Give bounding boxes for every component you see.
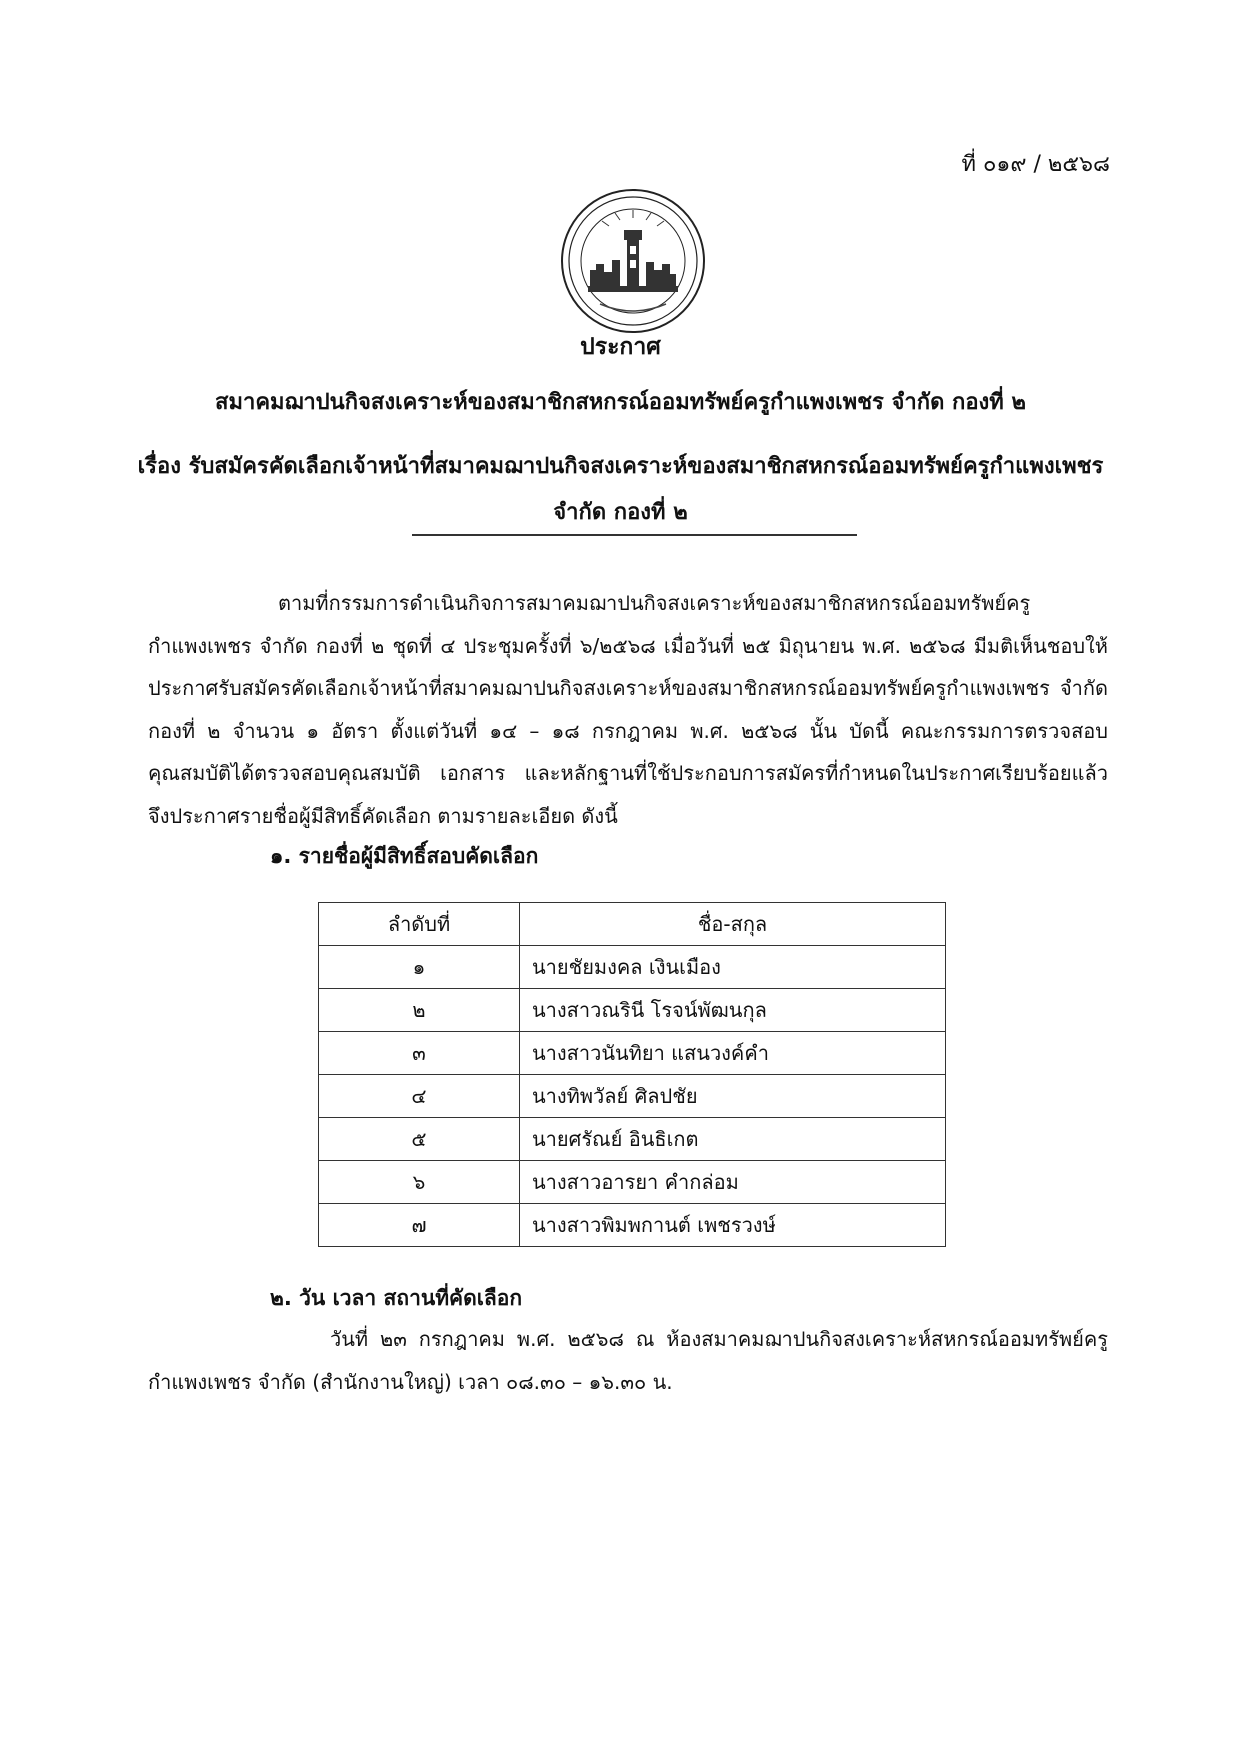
row-order: ๑	[319, 946, 520, 989]
section-2-paragraph	[148, 1318, 1108, 1403]
table-row	[319, 1204, 946, 1247]
subject-line-1: เรื่อง รับสมัครคัดเลือกเจ้าหน้าที่สมาคมฌาปนกิจสงเคราะห์ของสมาชิกสหกรณ์ออมทรัพย์ครูกำแพงเพชร	[137, 454, 1104, 479]
row-name: นางทิพวัลย์ ศิลปชัย	[520, 1075, 946, 1118]
table-row	[319, 1161, 946, 1204]
subject-heading	[130, 444, 1111, 536]
document-number: ที่ ๐๑๙ / ๒๕๖๘	[961, 152, 1110, 177]
table-header-row	[319, 903, 946, 946]
row-name: นางสาวพิมพกานต์ เพชรวงษ์	[520, 1204, 946, 1247]
row-order: ๔	[319, 1075, 520, 1118]
row-order: ๗	[319, 1204, 520, 1247]
organization-heading: สมาคมฌาปนกิจสงเคราะห์ของสมาชิกสหกรณ์ออมทรัพย์ครูกำแพงเพชร จำกัด กองที่ ๒	[215, 390, 1026, 415]
body-text: ตามที่กรรมการดำเนินกิจการสมาคมฌาปนกิจสงเคราะห์ของสมาชิกสหกรณ์ออมทรัพย์ครูกำแพงเพชร จำกัด กองที่ ๒ ชุดที่ ๔ ประชุมครั้งที่ ๖/๒๕๖๘ เมื่อวันที่ ๒๕ มิถุนายน พ.ศ. ๒๕๖๘ มีมติเห็นชอบให้ประกาศรับสมัครคัดเลือกเจ้าหน้าที่สมาคมฌาปนกิจสงเคราะห์ของสมาชิกสหกรณ์ออมทรัพย์ครูกำแพงเพชร จำกัด กองที่ ๒ จำนวน ๑ อัตรา ตั้งแต่วันที่ ๑๔ – ๑๘ กรกฎาคม พ.ศ. ๒๕๖๘ นั้น บัดนี้ คณะกรรมการตรวจสอบคุณสมบัติได้ตรวจสอบคุณสมบัติ เอกสาร และหลักฐานที่ใช้ประกอบการสมัครที่กำหนดในประกาศเรียบร้อยแล้ว จึงประกาศรายชื่อผู้มีสิทธิ์คัดเลือก ตามรายละเอียด ดังนี้	[148, 591, 1108, 828]
row-order: ๖	[319, 1161, 520, 1204]
table-row	[319, 989, 946, 1032]
row-name: นางสาวอารยา คำกล่อม	[520, 1161, 946, 1204]
row-order: ๓	[319, 1032, 520, 1075]
table-row	[319, 1118, 946, 1161]
candidates-table	[318, 902, 946, 1247]
section-1-heading: ๑. รายชื่อผู้มีสิทธิ์สอบคัดเลือก	[270, 844, 539, 868]
row-order: ๕	[319, 1118, 520, 1161]
subject-line-2: จำกัด กองที่ ๒	[553, 500, 688, 525]
table-row	[319, 1075, 946, 1118]
association-seal-logo	[560, 188, 706, 334]
table-row	[319, 1032, 946, 1075]
section-2-text: วันที่ ๒๓ กรกฎาคม พ.ศ. ๒๕๖๘ ณ ห้องสมาคมฌาปนกิจสงเคราะห์สหกรณ์ออมทรัพย์ครูกำแพงเพชร จำกัด (สำนักงานใหญ่) เวลา ๐๘.๓๐ – ๑๖.๓๐ น.	[148, 1327, 1108, 1394]
table-row	[319, 946, 946, 989]
separator-line	[412, 534, 857, 536]
row-name: นางสาวนันทิยา แสนวงค์คำ	[520, 1032, 946, 1075]
row-name: นายชัยมงคล เงินเมือง	[520, 946, 946, 989]
announcement-heading: ประกาศ	[580, 334, 661, 360]
row-order: ๒	[319, 989, 520, 1032]
header-order: ลำดับที่	[319, 903, 520, 946]
row-name: นายศรัณย์ อินธิเกต	[520, 1118, 946, 1161]
header-name: ชื่อ-สกุล	[520, 903, 946, 946]
section-2-heading: ๒. วัน เวลา สถานที่คัดเลือก	[270, 1286, 523, 1310]
row-name: นางสาวณรินี โรจน์พัฒนกุล	[520, 989, 946, 1032]
body-paragraph	[148, 582, 1108, 837]
